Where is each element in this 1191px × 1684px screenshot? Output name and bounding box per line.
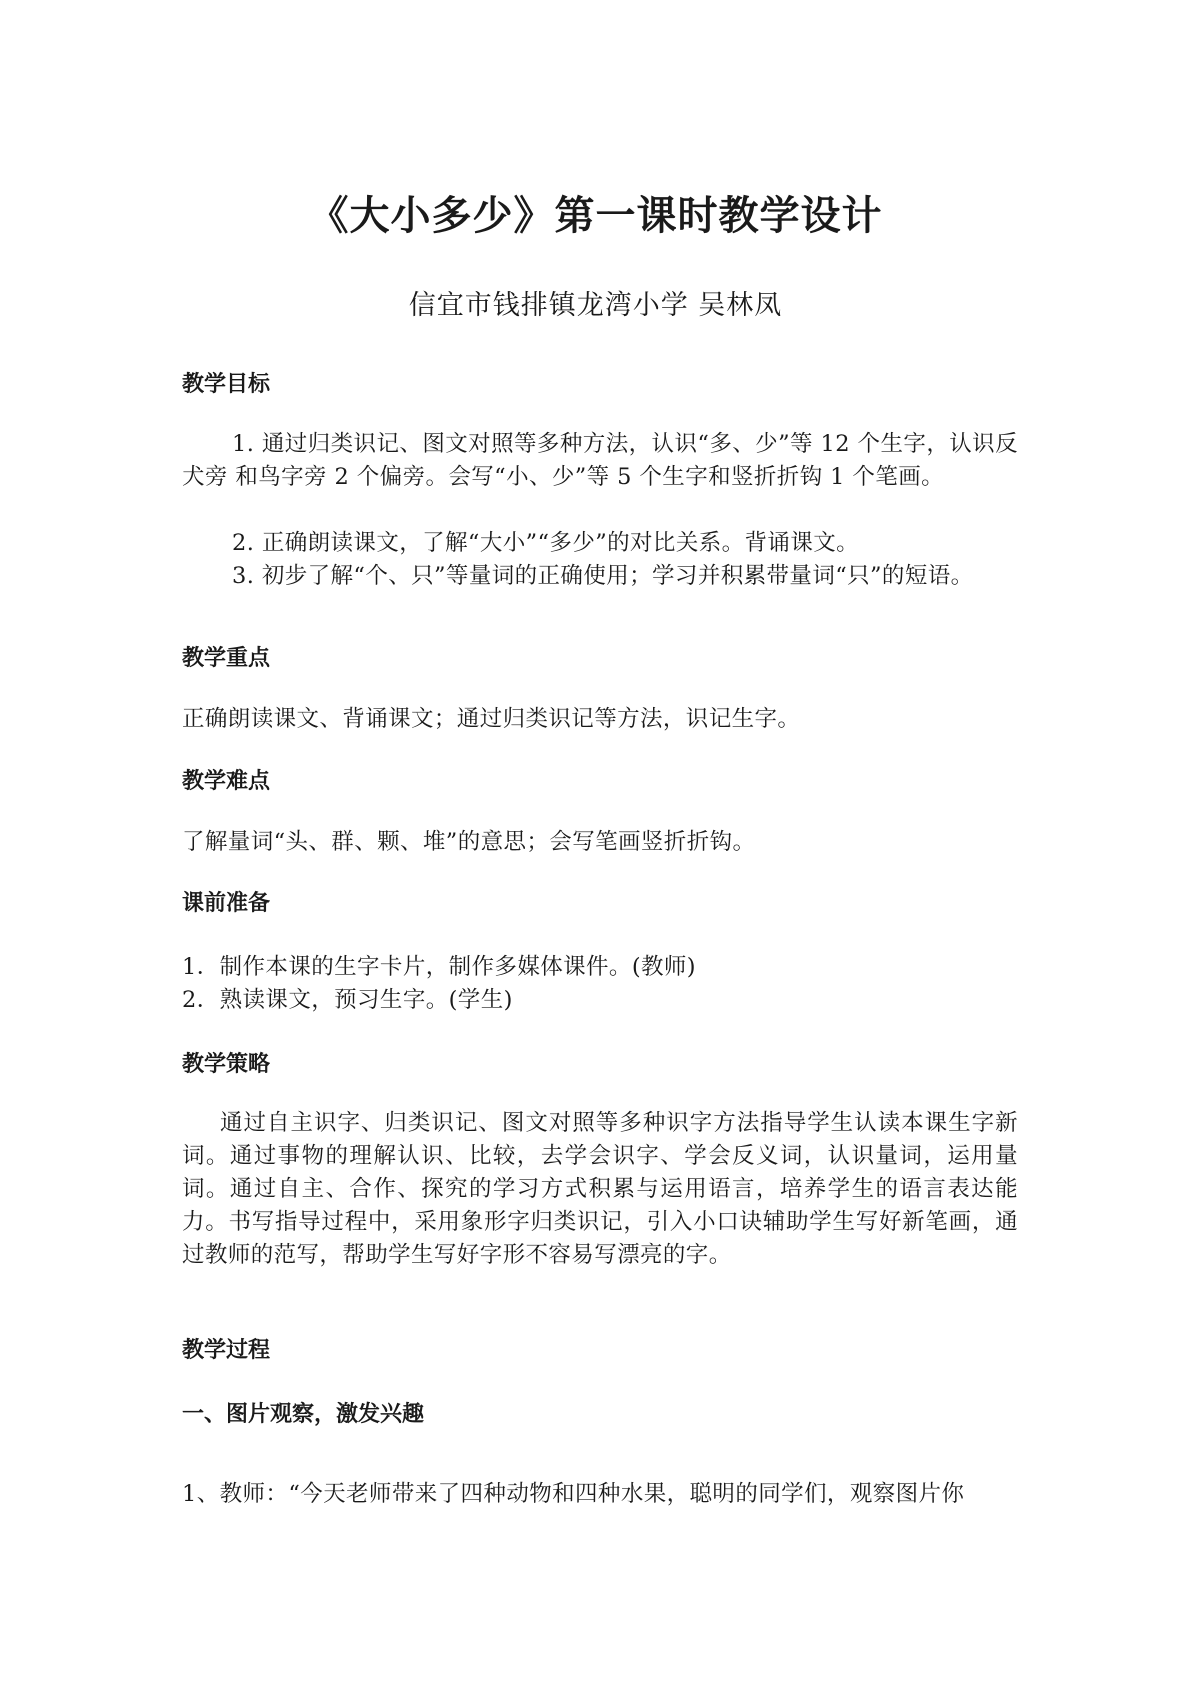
page-title: 《大小多少》第一课时教学设计 xyxy=(308,192,883,239)
process-step-1-heading: 一、图片观察，激发兴趣 xyxy=(182,1401,425,1427)
objective-item-1: 1. 通过归类识记、图文对照等多种方法，认识“多、少”等 12 个生字，认识反犬旁 和鸟字旁 2 个偏旁。会写“小、少”等 5 个生字和竖折折钩 1 个笔画。 xyxy=(182,431,1018,490)
preparation-item-2: 2．熟读课文，预习生字。(学生) xyxy=(182,987,513,1013)
heading-strategy: 教学策略 xyxy=(182,1051,271,1077)
author-line: 信宜市钱排镇龙湾小学 吴林凤 xyxy=(408,290,783,321)
heading-key-points: 教学重点 xyxy=(182,645,271,671)
heading-process: 教学过程 xyxy=(182,1337,271,1363)
heading-preparation: 课前准备 xyxy=(182,890,271,916)
heading-difficulties: 教学难点 xyxy=(182,768,271,794)
heading-objectives: 教学目标 xyxy=(182,371,271,397)
process-step-1-item-1: 1、教师：“今天老师带来了四种动物和四种水果，聪明的同学们，观察图片你 xyxy=(182,1481,965,1507)
objective-item-2: 2. 正确朗读课文，了解“大小”“多少”的对比关系。背诵课文。 xyxy=(232,530,860,556)
key-points-text: 正确朗读课文、背诵课文；通过归类识记等方法，识记生字。 xyxy=(182,706,801,732)
preparation-item-1: 1．制作本课的生字卡片，制作多媒体课件。(教师) xyxy=(182,954,696,980)
difficulties-text: 了解量词“头、群、颗、堆”的意思；会写笔画竖折折钩。 xyxy=(182,829,756,855)
objective-item-3: 3. 初步了解“个、只”等量词的正确使用；学习并积累带量词“只”的短语。 xyxy=(232,563,974,589)
strategy-text: 通过自主识字、归类识记、图文对照等多种识字方法指导学生认读本课生字新词。通过事物的理解认识、比较，去学会识字、学会反义词，认识量词，运用量词。通过自主、合作、探究的学习方式积累与运用语言，培养学生的语言表达能力。书写指导过程中，采用象形字归类识记，引入小口诀辅助学生写好新笔画，通过教师的范写，帮助学生写好字形不容易写漂亮的字。 xyxy=(182,1110,1018,1268)
